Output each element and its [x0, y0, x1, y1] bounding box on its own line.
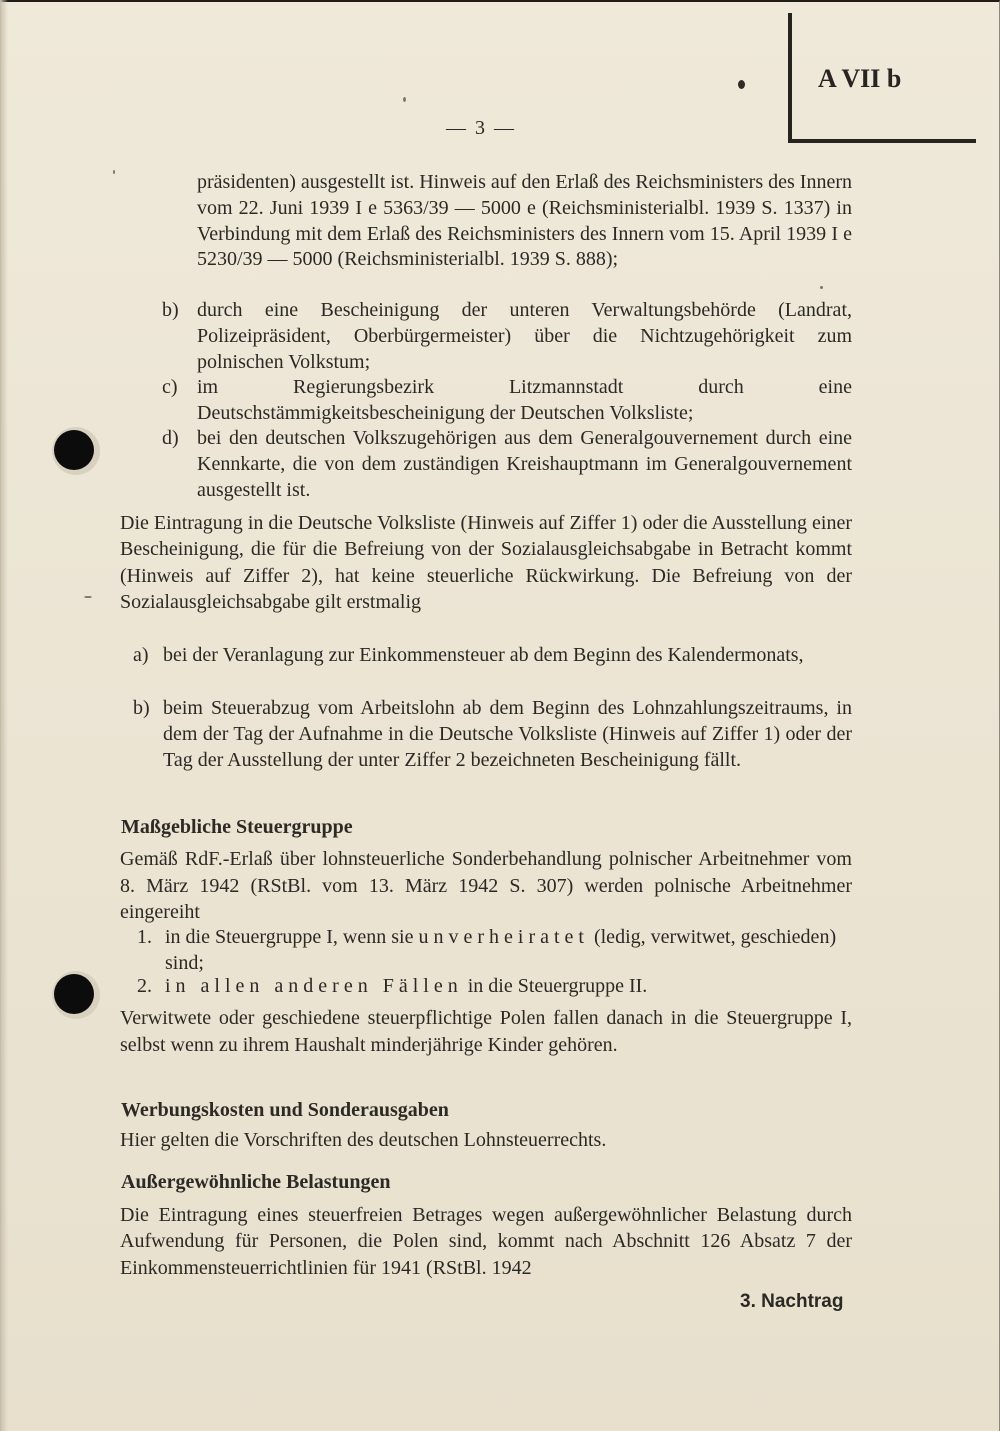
list-item-label: b) — [133, 697, 150, 719]
punch-hole-top — [54, 430, 94, 470]
list-item-label: b) — [162, 299, 179, 321]
list-item-text: bei den deutschen Volkszugehörigen aus dem Generalgouvernement durch eine Kennkarte, die von dem zuständigen Kreishauptmann im Generalgouvernement ausgestellt ist. — [197, 427, 852, 501]
expenses-text: Hier gelten die Vorschriften des deutschen Lohnsteuerrechts. — [120, 1129, 607, 1151]
paper-speck — [113, 170, 115, 174]
intro-continuation: präsidenten) ausgestellt ist. Hinweis auf den Erlaß des Reichsministers des Innern vom 22. Juni 1939 I e 5363/39 — 5000 e (Reichsministerialbl. 1939 S. 1337) in Verbindung mit dem Erlaß des Reichsministers des Innern vom 15. April 1939 I e 5230/39 — 5000 (Reichsministerialbl. 1939 S. 888); — [197, 171, 852, 271]
item-text-spaced: in allen anderen Fällen — [165, 975, 463, 997]
entry-paragraph: Die Eintragung in die Deutsche Volksliste (Hinweis auf Ziffer 1) oder die Ausstellung einer Bescheinigung, die für die Befreiung von der Sozialausgleichsabgabe in Betracht kommt (Hinweis auf Ziffer 2), hat keine steuerliche Rückwirkung. Die Befreiung von der Sozialausgleichsabgabe gilt erstmalig — [120, 512, 852, 613]
paper-speck — [820, 286, 823, 289]
page-edge-shadow — [0, 0, 8, 1431]
list-item-text: im Regierungsbezirk Litzmannstadt durch eine Deutschstämmigkeitsbescheinigung der Deutschen Volksliste; — [197, 376, 852, 424]
section-heading-tax-group: Maßgebliche Steuergruppe — [121, 816, 353, 838]
document-code: A VII b — [818, 64, 902, 93]
paper-speck — [403, 97, 406, 102]
item-text-part: in die Steuergruppe II. — [462, 975, 648, 997]
tax-group-closing: Verwitwete oder geschiedene steuerpflichtige Polen fallen danach in die Steuergruppe I, selbst wenn zu ihrem Haushalt minderjährige Kinder gehören. — [120, 1007, 852, 1056]
item-text-part: in die Steuergruppe I, wenn sie — [165, 926, 419, 948]
list-item-label: c) — [162, 376, 178, 398]
section-heading-burdens: Außergewöhnliche Belastungen — [121, 1171, 391, 1193]
list-item-text — [165, 925, 852, 977]
paper-speck — [84, 596, 92, 598]
page-number: — 3 — — [446, 117, 516, 139]
list-item-label: 2. — [137, 975, 152, 997]
list-item-label: d) — [162, 427, 179, 449]
punch-hole-bottom — [54, 974, 94, 1014]
list-item-label: a) — [133, 644, 149, 666]
list-item-text: beim Steuerabzug vom Arbeitslohn ab dem Beginn des Lohnzahlungszeitraums, in dem der Tag der Aufnahme in die Deutsche Volksliste (Hinweis auf Ziffer 1) oder der Tag der Ausstellung der unter Ziffer 2 bezeichneten Bescheinigung fällt. — [163, 697, 852, 771]
list-item-text — [165, 974, 852, 1000]
tax-group-intro: Gemäß RdF.-Erlaß über lohnsteuerliche Sonderbehandlung polnischer Arbeitnehmer vom 8. März 1942 (RStBl. vom 13. März 1942 S. 307) werden polnische Arbeitnehmer eingereiht — [120, 848, 852, 923]
burdens-text: Die Eintragung eines steuerfreien Betrages wegen außergewöhnlicher Belastung durch Aufwendung für Personen, die Polen sind, kommt nach Abschnitt 126 Absatz 7 der Einkommensteuerrichtlinien für 1941 (RStBl. 1942 — [120, 1204, 852, 1279]
list-item-text: bei der Veranlagung zur Einkommensteuer ab dem Beginn des Kalendermonats, — [163, 644, 804, 666]
supplement-tag: 3. Nachtrag — [740, 1291, 844, 1312]
section-heading-expenses: Werbungskosten und Sonderausgaben — [121, 1099, 449, 1121]
list-item-label: 1. — [137, 926, 152, 948]
item-text-part: (ledig, verwitwet, geschieden) sind; — [165, 926, 837, 974]
item-text-spaced: unverheiratet — [418, 926, 589, 948]
ink-dot — [738, 80, 745, 89]
list-item-text: durch eine Bescheinigung der unteren Verwaltungsbehörde (Landrat, Polizeipräsident, Oberbürgermeister) über die Nichtzugehörigkeit zum polnischen Volkstum; — [197, 299, 852, 373]
